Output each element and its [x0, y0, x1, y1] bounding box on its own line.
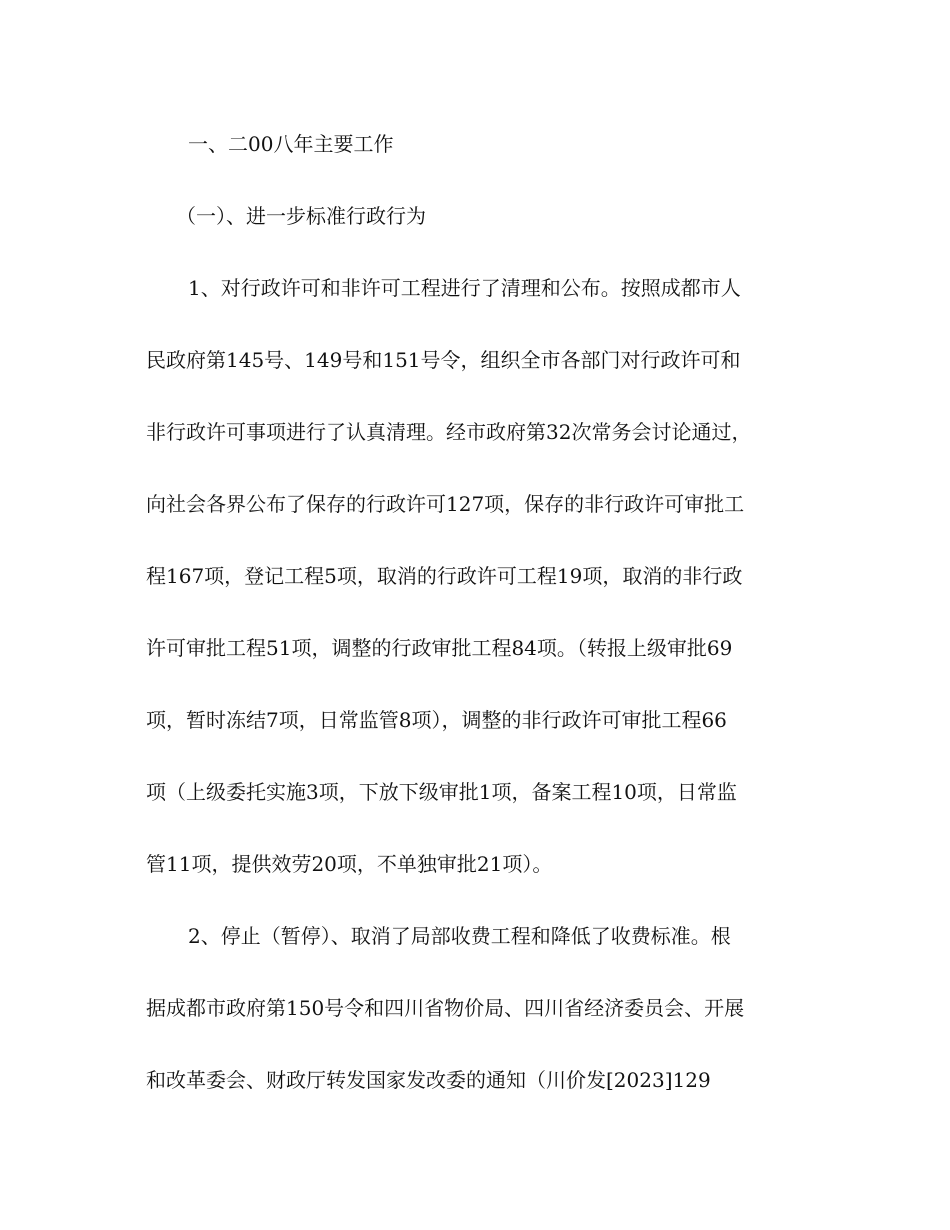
paragraph-line: 非行政许可事项进行了认真清理。经市政府第32次常务会讨论通过， [146, 420, 752, 444]
paragraph-line: 项（上级委托实施3项，下放下级审批1项，备案工程10项，日常监 [146, 780, 737, 804]
paragraph-line: 民政府第145号、149号和151号令，组织全市各部门对行政许可和 [146, 348, 741, 372]
paragraph-line: 管11项，提供效劳20项，不单独审批21项）。 [146, 852, 553, 876]
paragraph-line: 许可审批工程51项，调整的行政审批工程84项。（转报上级审批69 [146, 636, 733, 660]
paragraph-line: 2、停止（暂停）、取消了局部收费工程和降低了收费标准。根 [188, 924, 731, 948]
paragraph-line: 程167项，登记工程5项，取消的行政许可工程19项，取消的非行政 [146, 564, 743, 588]
paragraph-line: 项，暂时冻结7项，日常监管8项），调整的非行政许可审批工程66 [146, 708, 727, 732]
paragraph-line: 向社会各界公布了保存的行政许可127项，保存的非行政许可审批工 [146, 492, 745, 516]
paragraph-line: 1、对行政许可和非许可工程进行了清理和公布。按照成都市人 [188, 276, 741, 300]
subsection-heading: （一）、进一步标准行政行为 [176, 204, 426, 228]
section-heading: 一、二00八年主要工作 [188, 132, 394, 156]
paragraph-line: 和改革委会、财政厅转发国家发改委的通知（川价发[2023]129 [146, 1068, 711, 1092]
paragraph-line: 据成都市政府第150号令和四川省物价局、四川省经济委员会、开展 [146, 996, 745, 1020]
